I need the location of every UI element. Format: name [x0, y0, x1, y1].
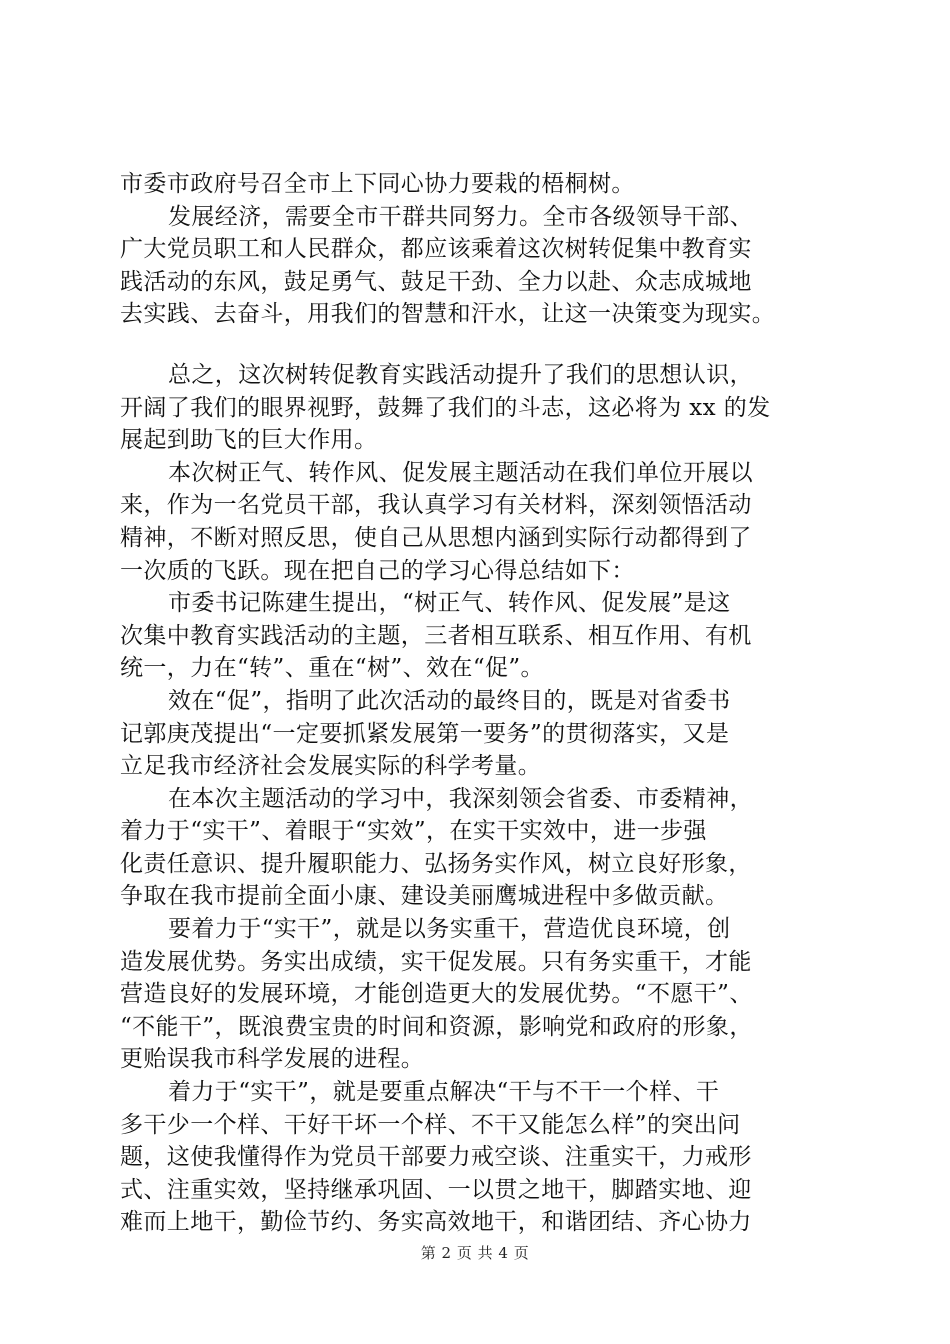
- text-line: 难而上地干，勤俭节约、务实高效地干，和谐团结、齐心协力: [120, 1209, 752, 1236]
- paragraph-start: 本次树正气、转作风、促发展主题活动在我们单位开展以: [168, 459, 753, 486]
- text-line: 践活动的东风，鼓足勇气、鼓足干劲、全力以赴、众志成城地: [120, 268, 752, 295]
- text-line: 开阔了我们的眼界视野，鼓舞了我们的斗志，这必将为 xx 的发: [120, 394, 771, 421]
- text-line: 着力于“实干”、着眼于“实效”，在实干实效中，进一步强: [120, 818, 707, 845]
- text-line: 市委市政府号召全市上下同心协力要栽的梧桐树。: [120, 171, 635, 197]
- text-line: 化责任意识、提升履职能力、弘扬务实作风，树立良好形象，: [120, 850, 752, 877]
- text-line: 记郭庚茂提出“一定要抓紧发展第一要务”的贯彻落实，又是: [120, 720, 730, 747]
- text-line: 去实践、去奋斗，用我们的智慧和汗水，让这一决策变为现实。: [120, 301, 776, 328]
- text-line: 展起到助飞的巨大作用。: [120, 427, 378, 454]
- paragraph-start: 发展经济，需要全市干群共同努力。全市各级领导干部、: [168, 203, 753, 230]
- text-line: 营造良好的发展环境，才能创造更大的发展优势。“不愿干”、: [120, 981, 753, 1008]
- paragraph-gap: [120, 331, 836, 359]
- text-line: 次集中教育实践活动的主题，三者相互联系、相互作用、有机: [120, 622, 752, 649]
- page-number-footer: 第 2 页 共 4 页: [420, 1244, 530, 1262]
- text-line: “不能干”，既浪费宝贵的时间和资源，影响党和政府的形象，: [120, 1013, 753, 1040]
- text-line: 更贻误我市科学发展的进程。: [120, 1046, 425, 1073]
- text-line: 来，作为一名党员干部，我认真学习有关材料，深刻领悟活动: [120, 492, 752, 519]
- text-line: 争取在我市提前全面小康、建设美丽鹰城进程中多做贡献。: [120, 883, 729, 910]
- paragraph-start: 要着力于“实干”，就是以务实重干，营造优良环境，创: [168, 916, 731, 943]
- text-line: 一次质的飞跃。现在把自己的学习心得总结如下：: [120, 557, 635, 584]
- paragraph-start: 总之，这次树转促教育实践活动提升了我们的思想认识，: [168, 361, 753, 388]
- text-line: 多干少一个样、干好干坏一个样、不干又能怎么样”的突出问: [120, 1111, 741, 1138]
- paragraph-start: 市委书记陈建生提出，“树正气、转作风、促发展”是这: [168, 590, 731, 617]
- text-line: 统一，力在“转”、重在“树”、效在“促”。: [120, 655, 544, 682]
- text-line: 立足我市经济社会发展实际的科学考量。: [120, 753, 542, 780]
- paragraph-start: 效在“促”，指明了此次活动的最终目的，既是对省委书: [168, 687, 731, 714]
- text-line: 造发展优势。务实出成绩，实干促发展。只有务实重干，才能: [120, 948, 752, 975]
- text-line: 精神，不断对照反思，使自己从思想内涵到实际行动都得到了: [120, 524, 752, 551]
- text-line: 题，这使我懂得作为党员干部要力戒空谈、注重实干，力戒形: [120, 1144, 752, 1171]
- paragraph-start: 在本次主题活动的学习中，我深刻领会省委、市委精神，: [168, 785, 753, 812]
- text-line: 式、注重实效，坚持继承巩固、一以贯之地干，脚踏实地、迎: [120, 1176, 752, 1203]
- paragraph-start: 着力于“实干”，就是要重点解决“干与不干一个样、干: [168, 1079, 720, 1106]
- text-line: 广大党员职工和人民群众，都应该乘着这次树转促集中教育实: [120, 236, 752, 263]
- document-body: [120, 168, 836, 1239]
